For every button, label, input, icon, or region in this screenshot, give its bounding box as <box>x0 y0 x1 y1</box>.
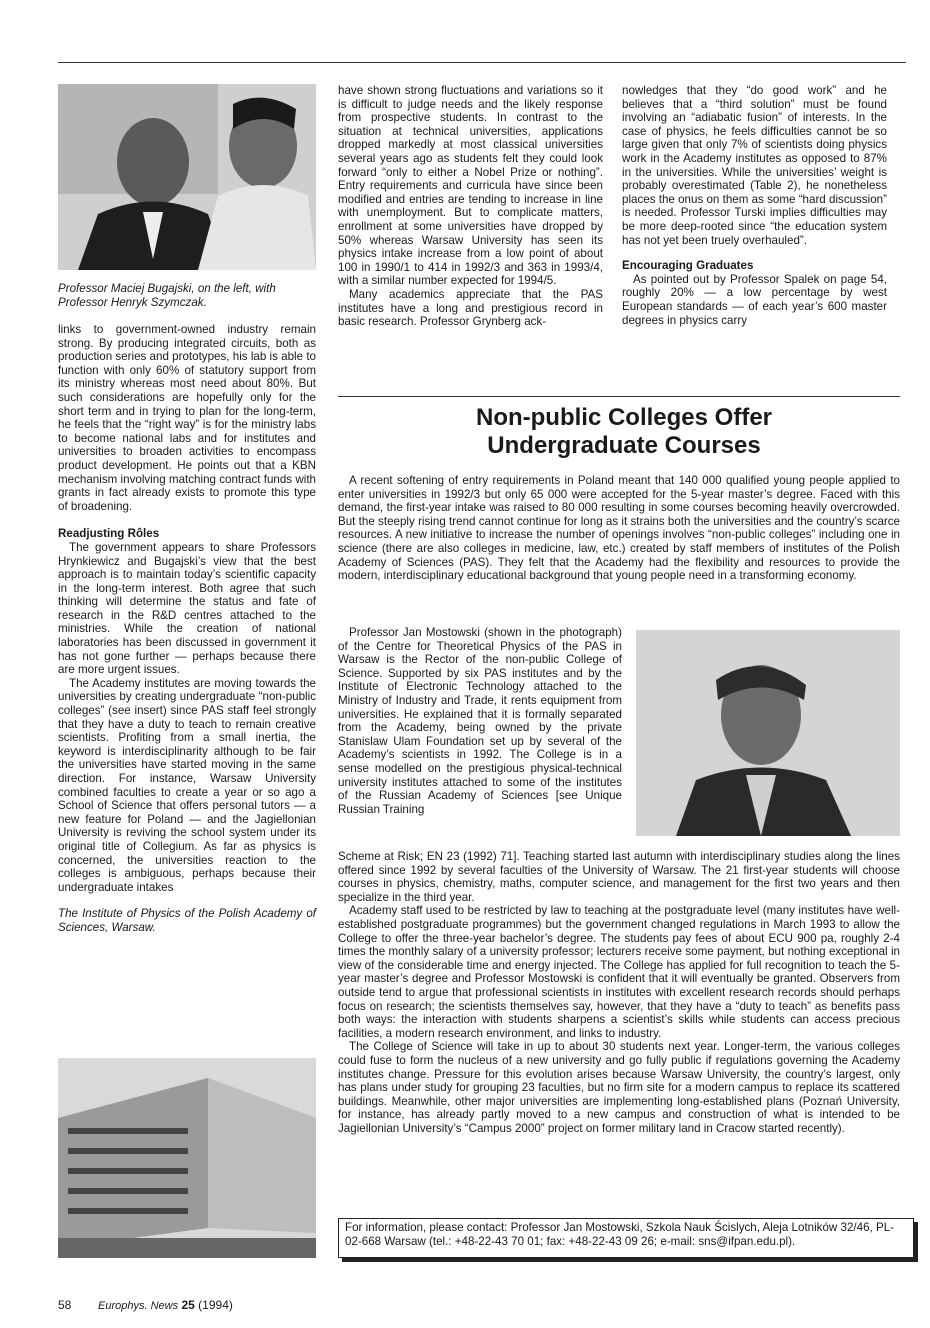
page-footer <box>58 1298 233 1312</box>
journal-volume: 25 <box>181 1298 195 1312</box>
middle-para-2: Many academics appreciate that the PAS institutes have a long and prestigious record in basic research. Professor Grynberg ack- <box>338 287 603 329</box>
insert-para-2-wrap: Professor Jan Mostowski (shown in the photograph) of the Centre for Theoretical Physics of the PAS in Warsaw is the Rector of the non-public College of Science. Supported by six PAS institutes and by the Institute of Electronic Technology attached to the Ministry of Industry and Trade, it rents equipment from universities. He explained that it is formally separated from the Academy, being owned by the private Stanislaw Ulam Foundation set up by several of the Academy’s scientists in 1992. The College is in a sense modelled on the prestigious physical-technical university institutes attached to some of the institutes of the Russian Academy of Sciences [see Unique Russian Training <box>338 626 622 816</box>
page-number: 58 <box>58 1298 72 1312</box>
contact-box <box>338 1218 914 1258</box>
photo-mostowski <box>636 630 900 836</box>
left-para-3: The Academy institutes are moving towards the universities by creating undergraduate “non-public colleges” (see insert) since PAS staff feel strongly that they have a duty to teach to remain creative scientists. Profiting from a small inertia, the keyword is interdisciplinarity although to be fair the universities have started moving in the same direction. For instance, Warsaw University combined faculties to create a year or so ago a School of Science that offers personal tutors — a new feature for Poland — and the Jagiellonian University is reviving the school system under its original title of Collegium. As far as physics is concerned, the universities reaction to the colleges is ambiguous, perhaps because their undergraduate intakes <box>58 676 316 894</box>
subheading-readjusting-roles: Readjusting Rôles <box>58 527 160 541</box>
photo1-caption: Professor Maciej Bugajski, on the left, with Professor Henryk Szymczak. <box>58 282 276 309</box>
top-rule <box>58 62 906 63</box>
left-para-1: links to government-owned industry remain strong. By producing integrated circuits, both as production series and prototypes, his lab is able to function with only 60% of statutory support from its ministry whereas most need about 80%. But such considerations are hopefully only for the short term and in trying to plan for the long-term, he feels that the “right way” is for the ministry labs to become national labs and for institutes and universities to broaden activities to encompass product development. He points out that a KBN mechanism involving matching contract funds with grants in fact already exists to promote this type of broadening. <box>58 323 316 513</box>
photo-institute-building <box>58 1058 316 1258</box>
journal-year: (1994) <box>198 1298 233 1312</box>
headline-line-1: Non-public Colleges Offer <box>475 404 772 431</box>
subheading-encouraging-graduates: Encouraging Graduates <box>622 259 754 273</box>
insert-headline <box>338 404 910 460</box>
photo-bugajski-szymczak <box>58 84 316 270</box>
middle-para-1: have shown strong fluctuations and variations so it is difficult to judge needs and the likely response from prospective students. In contrast to the situation at technical universities, applications dropped markedly at most classical universities several years ago as students felt they could look forward “only to either a Nobel Prize or nothing”. Entry requirements and curricula have since been modified and entries are tending to increase in line with unemployment. But to complicate matters, enrollment at some universities have dropped by 50% whereas Warsaw University has seen its physics intake increase from a low point of about 100 in 1990/1 to 414 in 1992/3 and 363 in 1993/4, with a similar number expected for 1994/5. <box>338 84 603 288</box>
right-para-2: As pointed out by Professor Spalek on page 54, roughly 20% — a low percentage by west European standards — of each year’s 600 master degrees in physics carry <box>622 272 887 327</box>
right-para-1: nowledges that they “do good work” and he believes that a “third solution” must be found involving an “adiabatic fusion” of interests. In the case of physics, he feels difficulties cannot be so large given that only 7% of scientists doing physics work in the Academy institutes as opposed to 87% in the universities. While the universities’ weight is probably overestimated (Table 2), he nonetheless places the onus on them as some “hard discussion” is needed. Professor Turski implies difficulties may be more deep-rooted since “the education system has not yet been truely overhauled”. <box>622 84 887 247</box>
contact-text: For information, please contact: Professor Jan Mostowski, Szkola Nauk Ścislych, Aleja Lotników 32/46, PL-02-668 Warsaw (tel.: +48-22-43 70 01; fax: +48-22-43 09 26; e-mail: sns@ifpan.edu.pl). <box>345 1221 895 1248</box>
insert-top-rule <box>338 396 900 397</box>
insert-para-4: The College of Science will take in up to about 30 students next year. Longer-term, the various colleges could fuse to form the nucleus of a new university and go fully public if regulations governing the Academy institutes change. Pressure for this evolution arises because Warsaw University, the country’s largest, only has plans under study for grouping 23 faculties, but no firm site for a modern campus to replace its scattered buildings. Meanwhile, other major universities are implementing long-established plans (Poznań University, for instance, has already partly moved to a new campus and construction of what is intended to be Jagiellonian University’s “Campus 2000” project on former military land in Cracow started recently). <box>338 1040 900 1135</box>
insert-para-1: A recent softening of entry requirements in Poland meant that 140 000 qualified young people applied to enter universities in 1992/3 but only 65 000 were accepted for the 5-year master’s degree. Faced with this demand, the first-year intake was raised to 80 000 resulting in some courses becoming heavily overcrowded. But the steeply rising trend cannot continue for long as it strains both the universities and the country’s scarce resources. A new initiative to increase the number of openings involves “non-public colleges” including one in science (there are also colleges in medicine, law, etc.) created by staff members of institutes of the Polish Academy of Sciences (PAS). They felt that the Academy had the flexibility and resources to provide the modern, interdisciplinary educational background that young people need in a transforming economy. <box>338 474 900 583</box>
insert-para-3: Academy staff used to be restricted by law to teaching at the postgraduate level (many institutes have well-established postgraduate programmes) but the government changed regulations in March 1993 to allow the College to offer the three-year bachelor’s degree. The students pay fees of about ECU 900 pa, roughly 2-4 times the monthly salary of a university professor; lecturers receive some payment, but nothing exceptional in view of the considerable time and energy injected. The College has applied for full recognition to teach the 5-year master’s degree and Professor Mostowski is confident that it will eventually be granted. Observers from outside tend to argue that professional scientists in institutes with excellent research records should perhaps focus on research; the scientists themselves say, however, that they have a “duty to teach” as benefits pass both ways: the interaction with students sharpens a scientist’s skills while students can access precious facilities, a modern research environment, and links to industry. <box>338 904 900 1040</box>
left-para-2: The government appears to share Professors Hrynkiewicz and Bugajski’s view that the best approach is to maintain today’s scientific capacity in the long-term interest. Both agree that such thinking will determine the status and fate of research in the R&D centres attached to the ministries. While the creation of national laboratories has been discussed in government it has not gone further — perhaps because there are more urgent issues. <box>58 540 316 677</box>
insert-para-2-continued: Scheme at Risk; EN 23 (1992) 71]. Teaching started last autumn with interdisciplinary studies along the lines offered since 1992 by several faculties of the University of Warsaw. The 21 first-year students will choose courses in physics, chemistry, maths, computer science, and management for the first two years and then specialize in the third year. <box>338 850 900 904</box>
headline-line-2: Undergraduate Courses <box>487 432 761 459</box>
photo2-caption: The Institute of Physics of the Polish Academy of Sciences, Warsaw. <box>58 907 316 934</box>
journal-name: Europhys. News <box>98 1300 179 1312</box>
